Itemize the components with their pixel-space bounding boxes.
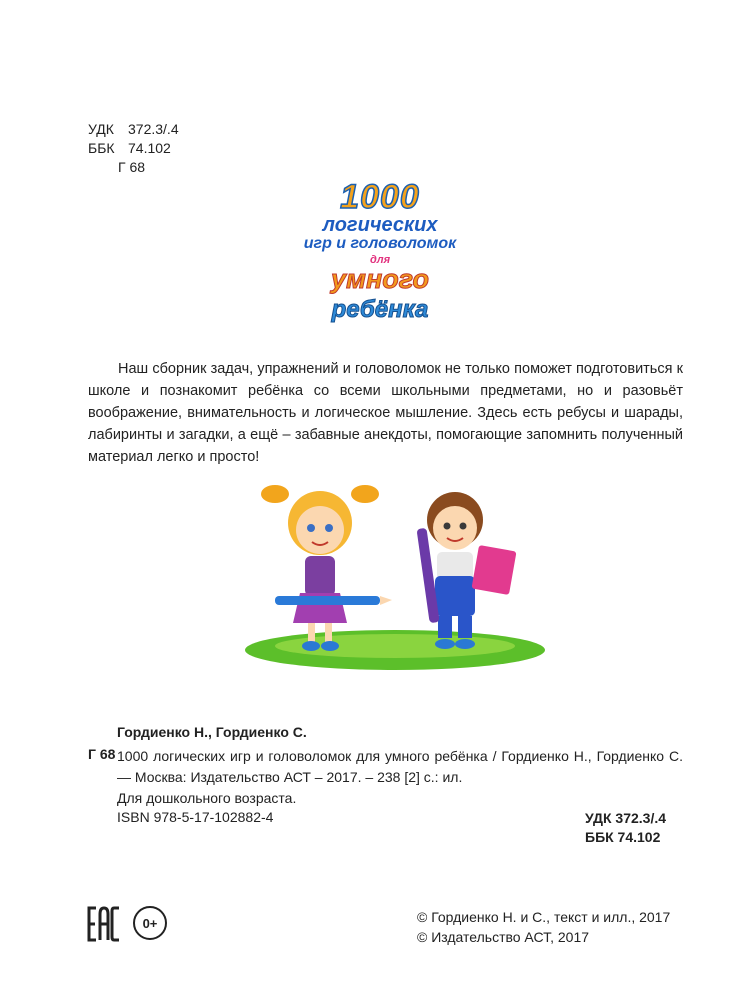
title-line-logical: логических	[322, 214, 438, 236]
title-line-for: для	[369, 254, 391, 266]
title-line-child: ребёнка	[331, 296, 429, 323]
book-description: Наш сборник задач, упражнений и головоломок не только поможет подготовиться к школе и познакомит ребёнка со всеми школьными предметами, но и разовьёт воображение, внимательность и логическое мышление. Здесь есть ребусы и шарады, лабиринты и загадки, а ещё – забавные анекдоты, помогающие запомнить полученный материал легко и просто!	[88, 361, 683, 465]
eac-mark-icon	[87, 906, 121, 942]
bbk-code	[88, 139, 171, 157]
copyright-block	[417, 907, 670, 947]
udk-code	[88, 120, 179, 138]
title-number: 1000	[340, 178, 420, 216]
title-line-games: игр и головоломок	[303, 235, 457, 252]
copyright-publisher: © Издательство АСТ, 2017	[417, 929, 590, 945]
boy-figure	[417, 492, 517, 649]
children-illustration	[245, 478, 545, 670]
bibliography-classification	[585, 809, 666, 847]
author-mark: Г 68	[118, 159, 146, 175]
copyright-authors: © Гордиенко Н. и С., текст и илл., 2017	[417, 909, 671, 925]
title-line-smart: умного	[330, 264, 430, 294]
age-rating-icon: 0+	[133, 906, 167, 940]
bibliography-description: 1000 логических игр и головоломок для умного ребёнка / Гордиенко Н., Гордиенко С. — Москва: Издательство АСТ – 2017. – 238 [2] с.: ил.	[117, 748, 683, 785]
isbn: ISBN 978-5-17-102882-4	[117, 809, 274, 825]
bibliography-authors: Гордиенко Н., Гордиенко С.	[117, 724, 307, 740]
bbk-value: 74.102	[128, 140, 171, 156]
bbk-label: ББК	[88, 140, 115, 156]
book-title-logo	[300, 178, 460, 328]
bibliography-audience: Для дошкольного возраста.	[117, 790, 297, 806]
bibliography-code: Г 68	[88, 746, 116, 762]
bibliography-entry	[117, 746, 683, 809]
bibliography-udk: УДК 372.3/.4	[585, 810, 667, 826]
girl-figure	[261, 485, 392, 651]
bibliography-bbk: ББК 74.102	[585, 829, 661, 845]
udk-value: 372.3/.4	[128, 121, 179, 137]
udk-label: УДК	[88, 121, 114, 137]
